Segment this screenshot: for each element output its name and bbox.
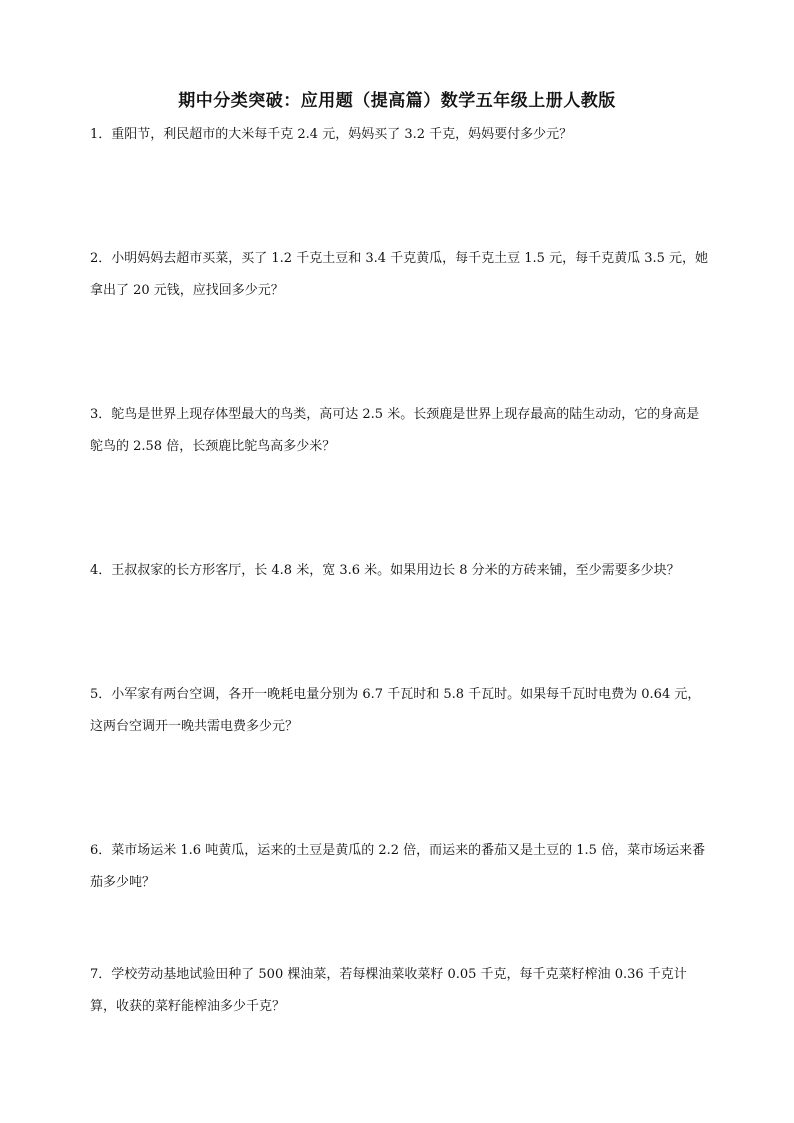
question-1: 1．重阳节，利民超市的大米每千克 2.4 元，妈妈买了 3.2 千克，妈妈要付多少元？ <box>90 127 573 142</box>
question-4: 4．王叔叔家的长方形客厅，长 4.8 米，宽 3.6 米。如果用边长 8 分米的方砖来铺，至少需要多少块？ <box>90 563 680 578</box>
document-title: 期中分类突破：应用题（提高篇）数学五年级上册人教版 <box>178 91 616 111</box>
question-2: 2．小明妈妈去超市买菜，买了 1.2 千克土豆和 3.4 千克黄瓜，每千克土豆 1.5 元，每千克黄瓜 3.5 元，她拿出了 20 元钱，应找回多少元？ <box>90 251 709 298</box>
question-7: 7．学校劳动基地试验田种了 500 棵油菜，若每棵油菜收菜籽 0.05 千克，每千克菜籽榨油 0.36 千克计算，收获的菜籽能榨油多少千克？ <box>90 967 687 1014</box>
question-3: 3．鸵鸟是世界上现存体型最大的鸟类，高可达 2.5 米。长颈鹿是世界上现存最高的陆生动动，它的身高是鸵鸟的 2.58 倍，长颈鹿比鸵鸟高多少米？ <box>90 407 700 454</box>
question-5: 5．小军家有两台空调，各开一晚耗电量分别为 6.7 千瓦时和 5.8 千瓦时。如果每千瓦时电费为 0.64 元，这两台空调开一晚共需电费多少元？ <box>90 687 701 734</box>
question-6: 6．菜市场运米 1.6 吨黄瓜，运来的土豆是黄瓜的 2.2 倍，而运来的番茄又是土豆的 1.5 倍，菜市场运来番茄多少吨？ <box>90 843 706 890</box>
